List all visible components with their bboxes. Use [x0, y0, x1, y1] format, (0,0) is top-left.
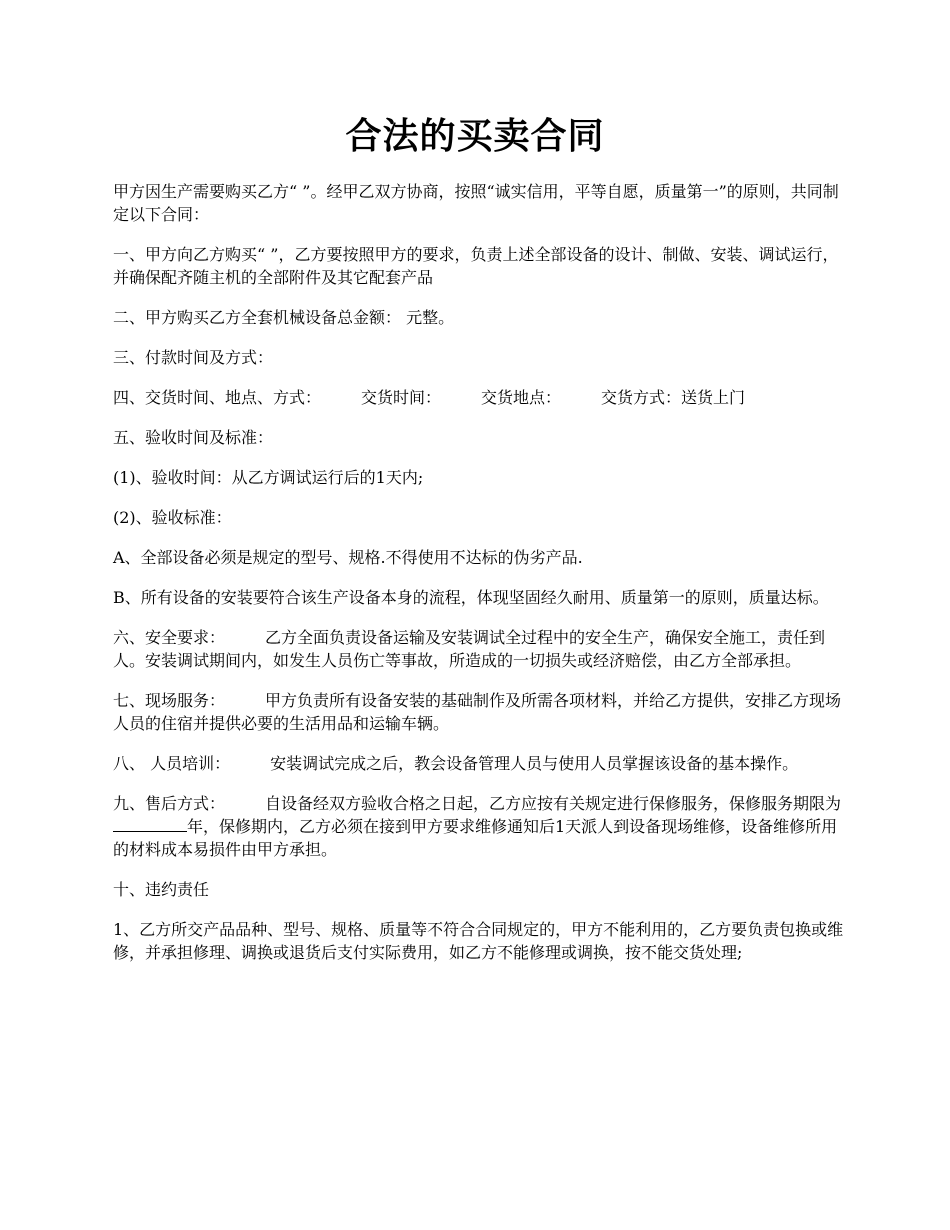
paragraph-clause-8: 八、 人员培训： 安装调试完成之后，教会设备管理人员与使用人员掌握该设备的基本操作。	[113, 754, 799, 773]
clause-9-text-before: 九、售后方式： 自设备经双方验收合格之日起，乙方应按有关规定进行保修服务，保修服务期限为	[113, 794, 842, 813]
paragraph-clause-7: 七、现场服务： 甲方负责所有设备安装的基础制作及所需各项材料，并给乙方提供，安排乙方现场人员的住宿并提供必要的生活用品和运输车辆。	[113, 691, 842, 733]
paragraph-clause-5: 五、验收时间及标准：	[113, 428, 274, 447]
clause-9-text-after: 年，保修期内，乙方必须在接到甲方要求维修通知后1天派人到设备现场维修，设备维修所用的材料成本易损件由甲方承担。	[113, 817, 838, 859]
document-body	[113, 180, 851, 981]
paragraph-clause-5-1: (1)、验收时间：从乙方调试运行后的1天内;	[113, 468, 424, 487]
paragraph-clause-5-b: B、所有设备的安装要符合该生产设备本身的流程，体现坚固经久耐用、质量第一的原则，质量达标。	[113, 588, 829, 607]
paragraph-clause-6: 六、安全要求： 乙方全面负责设备运输及安装调试全过程中的安全生产，确保安全施工，责任到人。安装调试期间内，如发生人员伤亡等事故，所造成的一切损失或经济赔偿，由乙方全部承担。	[113, 628, 826, 670]
paragraph-clause-1: 一、甲方向乙方购买“ ”，乙方要按照甲方的要求，负责上述全部设备的设计、制做、安装、调试运行，并确保配齐随主机的全部附件及其它配套产品	[113, 245, 839, 287]
paragraph-clause-3: 三、付款时间及方式：	[113, 348, 274, 367]
paragraph-clause-2: 二、甲方购买乙方全套机械设备总金额： 元整。	[113, 308, 455, 327]
paragraph-clause-4: 四、交货时间、地点、方式： 交货时间： 交货地点： 交货方式：送货上门	[113, 388, 746, 407]
paragraph-clause-10-1: 1、乙方所交产品品种、型号、规格、质量等不符合合同规定的，甲方不能利用的，乙方要负责包换或维修，并承担修理、调换或退货后支付实际费用，如乙方不能修理或调换，按不能交货处理;	[113, 920, 844, 962]
paragraph-clause-5-2: (2)、验收标准：	[113, 508, 232, 527]
warranty-years-blank	[113, 817, 187, 832]
paragraph-clause-10: 十、违约责任	[113, 880, 210, 899]
paragraph-clause-9	[113, 792, 851, 861]
paragraph-intro: 甲方因生产需要购买乙方“ ”。经甲乙双方协商，按照“诚实信用，平等自愿，质量第一”的原则，共同制定以下合同：	[113, 182, 839, 224]
paragraph-clause-5-a: A、全部设备必须是规定的型号、规格.不得使用不达标的伪劣产品.	[113, 548, 583, 567]
document-title: 合法的买卖合同	[345, 115, 605, 157]
